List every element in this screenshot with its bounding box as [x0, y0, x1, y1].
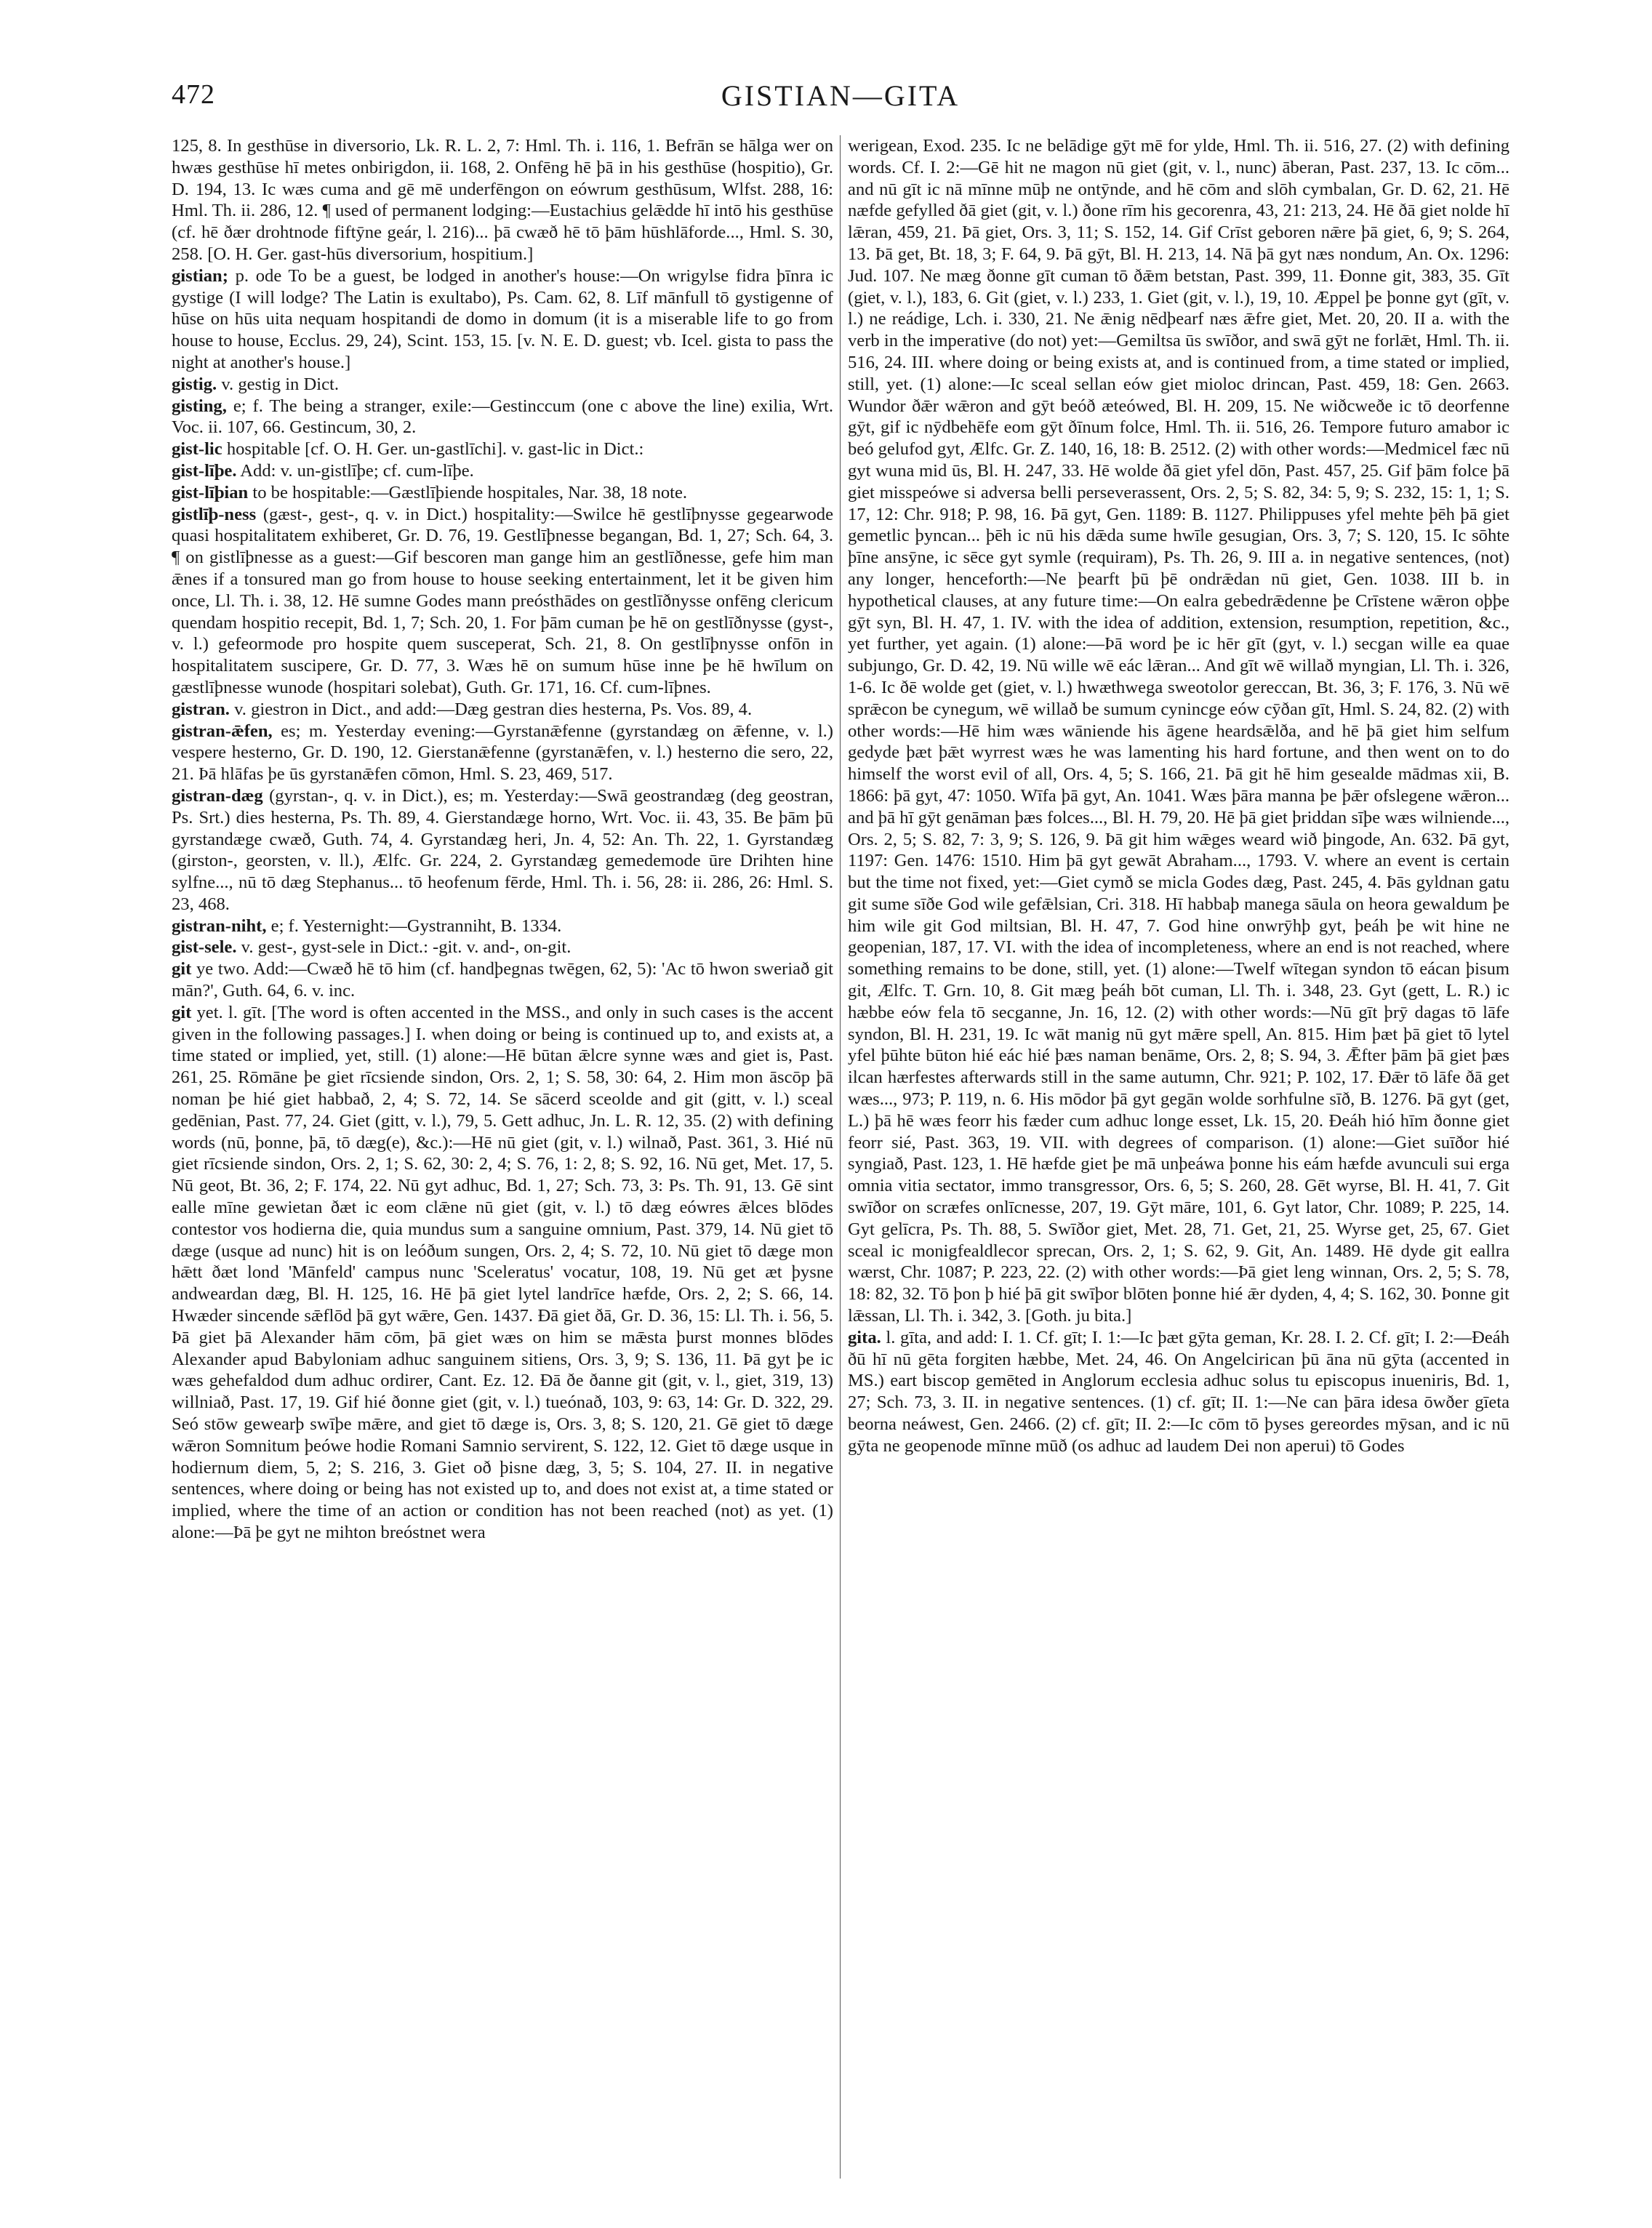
dictionary-entry — [172, 438, 833, 460]
entry-headword: gist-līþe. — [172, 460, 237, 481]
entry-headword: gistran. — [172, 699, 230, 719]
dictionary-entry — [172, 396, 833, 439]
entry-body: (gæst-, gest-, q. v. in Dict.) hospitality:—Swilce hē gestlīþnysse gegearwode quasi hospitalitatem exhiberet, Gr. D. 76, 19. Gestlīþnesse begangan, Bd. 1, 27; Sch. 64, 3. ¶ on gistlīþnesse as a guest:—Gif bescoren man gange him an gestlīðnesse, gefe him man ǣnes if a tonsured man go from house to house seeking entertainment, let it be given him once, Ll. Th. i. 38, 12. Hē sumne Godes mann preósthādes on gestlīðnysse onfēng clericum quendam hospitio recepit, Bd. 1, 7; Sch. 20, 1. For þām cuman þe hē on gestlīðnysse (gyst-, v. l.) gefeormode pro hospite quem susceperat, Sch. 21, 8. On gestlīþnysse onfōn in hospitalitatem suscipere, Gr. D. 77, 3. Wæs hē on sumum hūse inne þe hē hwīlum on gæstlīþnesse wunode (hospitari solebat), Guth. Gr. 171, 16. Cf. cum-līþnes. — [172, 504, 833, 697]
dictionary-entry — [172, 374, 833, 396]
dictionary-entry — [172, 785, 833, 915]
dictionary-entry — [172, 699, 833, 721]
entry-body: l. gīta, and add: I. 1. Cf. gīt; I. 1:—Ic þæt gȳta geman, Kr. 28. I. 2. Cf. gīt; I. 2:—Ðeáh ðū hī nū gēta forgiten hæbbe, Met. 24, 46. On Angelcirican þū āna nū gȳta (accented in MS.) eart biscop gemēted in Anglorum ecclesia adhuc solus tu episcopus inueniris, Bd. 1, 27; Sch. 73, 3. II. in negative sentences. (1) cf. gīt; II. 1:—Ne can þāra idesa ōwðer gīeta beorna neáwest, Gen. 2466. (2) cf. gīt; II. 2:—Ic cōm tō þyses gereordes mȳsan, and ic nū gȳta ne geopenode mīnne mūð (os adhuc ad laudem Dei non aperui) tō Godes — [848, 1327, 1509, 1456]
entry-headword: gita. — [848, 1327, 881, 1347]
page-header — [172, 79, 1509, 119]
dictionary-entry — [172, 1002, 833, 1544]
dictionary-entry — [172, 721, 833, 785]
entry-body: ye two. Add:—Cwæð hē tō him (cf. handþegnas twēgen, 62, 5): 'Ac tō hwon sweriað git mān?', Guth. 64, 6. v. inc. — [172, 959, 833, 1001]
entry-body: v. gest-, gyst-sele in Dict.: -git. v. and-, on-git. — [241, 937, 572, 958]
entry-body: e; f. Yesternight:—Gystranniht, B. 1334. — [270, 915, 562, 936]
entry-body: to be hospitable:—Gæstlīþiende hospitales, Nar. 38, 18 note. — [252, 482, 688, 502]
dictionary-entry — [172, 482, 833, 504]
entry-body: 125, 8. In gesthūse in diversorio, Lk. R. L. 2, 7: Hml. Th. i. 116, 1. Befrān se hālga wer on hwæs gesthūse hī metes onbirigdon, ii. 168, 2. Onfēng hē þā in his gesthūse (hospitio), Gr. D. 194, 13. Ic wæs cuma and gē mē underfēngon on eówrum gesthūsum, Wlfst. 288, 16: Hml. Th. ii. 286, 12. ¶ used of permanent lodging:—Eustachius gelǣdde hī intō his gesthūse (cf. hē ðær drohtnode fiftȳne geár, l. 216)... þā cwæð hē tō þām hūshlāforde..., Hml. S. 30, 258. [O. H. Ger. gast-hūs diversorium, hospitium.] — [172, 136, 833, 264]
entry-headword: gistran-dæg — [172, 785, 263, 806]
dictionary-entry — [172, 460, 833, 482]
dictionary-entry — [172, 915, 833, 937]
entry-body: e; f. The being a stranger, exile:—Gestinccum (one c above the line) exilia, Wrt. Voc. ii. 107, 66. Gestincum, 30, 2. — [172, 396, 833, 438]
entry-headword: git — [172, 959, 192, 979]
dictionary-entry — [172, 504, 833, 699]
entry-body: hospitable [cf. O. H. Ger. un-gastlīchi]. v. gast-lic in Dict.: — [226, 439, 644, 460]
entry-headword: gist-līþian — [172, 482, 249, 502]
entry-body: (gyrstan-, q. v. in Dict.), es; m. Yesterday:—Swā geostrandæg (deg geostran, Ps. Srt.) dies hesterna, Ps. Th. 89, 4. Gierstandæge horno, Wrt. Voc. ii. 43, 35. Be þām þū gyrstandæge cwæð, Guth. 74, 4. Gyrstandæg heri, Jn. 4, 52: An. Th. 22, 1. Gyrstandæg (girston-, georsten, v. ll.), Ælfc. Gr. 224, 2. Gyrstandæg gemedemode ūre Drihten hine sylfne..., nū tō dæg Stephanus... tō heofenum fērde, Hml. Th. i. 56, 28: ii. 286, 26: Hml. S. 23, 468. — [172, 785, 833, 914]
entry-headword: gist-lic — [172, 439, 222, 460]
entry-headword: gistig. — [172, 374, 217, 394]
entry-body: v. gestig in Dict. — [221, 374, 339, 394]
entry-body: es; m. Yesterday evening:—Gyrstanǣfenne (gyrstandæg on ǣfenne, v. l.) vespere hesterno, Gr. D. 190, 12. Gierstanǣfenne (gyrstanǣfen, v. l.) hesterno die sero, 22, 21. Þā hlāfas þe ūs gyrstanǣfen cōmon, Hml. S. 23, 469, 517. — [172, 721, 833, 785]
entry-body: p. ode To be a guest, be lodged in another's house:—On wrigylse fidra þīnra ic gystige (I will lodge? The Latin is exultabo), Ps. Cam. 62, 8. Līf mānfull tō gystigenne of hūse on hūs uita nequam hospitandi de domo in domum (it is a miserable life to go from house to house, Ecclus. 29, 24), Scint. 153, 15. [v. N. E. D. guest; vb. Icel. gista to pass the night at another's house.] — [172, 265, 833, 372]
left-column — [172, 135, 833, 2186]
dictionary-entry — [172, 135, 833, 265]
entry-headword: git — [172, 1002, 192, 1022]
dictionary-entry — [848, 135, 1509, 1327]
text-columns — [172, 135, 1509, 2186]
column-divider — [840, 135, 841, 2179]
entry-headword: gistian; — [172, 265, 228, 286]
dictionary-entry — [172, 265, 833, 374]
right-column — [848, 135, 1509, 2186]
entry-body: werigean, Exod. 235. Ic ne belādige gȳt mē for ylde, Hml. Th. ii. 516, 27. (2) with defining words. Cf. I. 2:—Gē hit ne magon nū giet (git, v. l., nunc) āberan, Past. 237, 13. Ic cōm... and nū gīt ic nā mīnne mūþ ne ontȳnde, and hē cōm and slōh cymbalan, Gr. D. 62, 21. Hē næfde gefylled ðā giet (git, v. l.) ðone rīm his gecorenra, 43, 21: 213, 24. Hē ðā giet nolde hī lǣran, 459, 21. Þā giet, Ors. 3, 11; S. 152, 14. Gif Crīst geboren nǣre þā giet, 6, 9; S. 264, 13. Þā get, Bt. 18, 3; F. 64, 9. Þā gȳt, Bl. H. 213, 14. Nā þā gyt næs nondum, An. Ox. 1296: Jud. 107. Ne mæg ðonne gīt cuman tō ðǣm betstan, Past. 399, 11. Ðonne git, 383, 35. Gīt (giet, v. l.), 183, 6. Git (giet, v. l.) 233, 1. Giet (git, v. l.), 19, 10. Æppel þe þonne gyt (gīt, v. l.) ne reádige, Lch. i. 330, 21. Ne ǣnig nēdþearf næs ǣfre giet, Met. 20, 20. II a. with the verb in the imperative (do not) yet:—Gemiltsa ūs swīðor, and swā gȳt ne forlǣt, Hml. Th. ii. 516, 24. III. where doing or being exists at, and is continued from, a time stated or implied, still, yet. (1) alone:—Ic sceal sellan eów giet mioloc drincan, Past. 459, 18: Gen. 2663. Wundor ðǣr wǣron and gȳt beóð æteówed, Bl. H. 209, 15. Ne wiðcweðe ic tō deorfenne gȳt, gif ic nȳdbehēfe eom gȳt ðīnum folce, Hml. Th. ii. 516, 26. Tempore futuro amabor ic beó gelufod gyt, Ælfc. Gr. Z. 140, 16, 18: B. 2512. (2) with other words:—Medmicel fæc nū gyt wuna mid ūs, Bl. H. 247, 33. Hē wolde ðā giet yfel dōn, Past. 457, 25. Gif þām folce þā giet misspeówe si adversa belli perseverassent, Ors. 2, 5; S. 82, 34: 5, 9; S. 232, 15: 1, 1; S. 17, 12: Chr. 918; P. 98, 16. Þā gyt, Gen. 1189: B. 1127. Philippuses yfel mehte þēh þā giet gemetlic þyncan... þēh ic nū his dǣda sume hwīle gesugian, Ors. 3, 7; S. 120, 15. Ic sōhte þīne ansȳne, ic sēce gyt symle (requiram), Ps. Th. 26, 9. III a. in negative sentences, (not) any longer, henceforth:—Ne þearft þū þē ondrǣdan nū giet, Gen. 1038. III b. in hypothetical clauses, at any future time:—On ealra gebedrǣdenne þe Crīstene wǣron oþþe gȳt syn, Bl. H. 47, 1. IV. with the idea of addition, extension, resumption, repetition, &c., yet further, yet again. (1) alone:—Þā word þe ic hēr gīt (gyt, v. l.) secgan wille ea quae subjungo, Gr. D. 42, 19. Nū wille wē eác lǣran... And gīt wē willað myngian, Ll. Th. i. 326, 1-6. Ic ðē wolde get (giet, v. l.) hwæthwega sweotolor gereccan, Bt. 36, 3; F. 176, 3. Nū wē sprǣcon be cynegum, wē willað be sumum cynincge eów cȳðan gīt, Hml. S. 24, 82. (2) with other words:—Hē him wæs wāniende his āgene heardsǣlða, and hē þā giet him selfum gedyde þæt þǣt wyrrest wæs he was lamenting his hard fortune, and then went on to do himself the worst evil of all, Ors. 4, 5; S. 166, 21. Þā git hē him gesealde mādmas xii, B. 1866: þā gyt, 47: 1050. Wīfa þā gyt, An. 1041. Wæs þāra manna þe þǣr ofslegene wǣron... and þā hī gȳt genāman þæs folces..., Bl. H. 79, 20. Hē þā giet þriddan sīþe wæs wilniende..., Ors. 2, 5; S. 82, 7: 3, 9; S. 126, 9. Þā git him wǣges weard wið þingode, An. 632. Þā gyt, 1197: Gen. 1476: 1510. Him þā gyt gewāt Abraham..., 1793. V. where an event is certain but the time not fixed, yet:—Giet cymð se micla Godes dæg, Past. 245, 4. Þās gyldnan gatu git sume sīðe God wile gefǣlsian, Cri. 318. Hī habbaþ manega sāula on heora gewaldum þe him wile git God miltsian, Bl. H. 47, 7. God hine onwrȳhþ gyt, þeáh þe wit hine ne geopenian, 187, 17. VI. with the idea of incompleteness, where an end is not reached, where something remains to be done, still, yet. (1) alone:—Twelf wītegan syndon tō eácan þisum git, Ælfc. T. Grn. 10, 8. Git mæg þeáh bōt cuman, Ll. Th. i. 348, 23. Gyt (gett, L. R.) ic hæbbe eów fela tō secganne, Jn. 16, 12. (2) with other words:—Nū gīt þrȳ dagas tō lāfe syndon, Bl. H. 231, 19. Ic wāt manig nū gyt mǣre spell, An. 815. Him þæt þā giet tō lytel yfel þūhte būton hié eác hié þæs naman benāme, Ors. 2, 8; S. 94, 3. Ǣfter þām þā giet þæs ilcan hærfestes afterwards still in the same autumn, Chr. 921; P. 102, 17. Ðǣr tō lāfe ðā get wæs..., 973; P. 119, n. 6. His mōdor þā gyt gegān wolde sorhfulne sīð, B. 1276. Þā gyt (get, L.) þā hē wæs feorr his fæder cum adhuc longe esset, Lk. 15, 20. Ðeáh hió hīm ðonne giet feorr sié, Past. 363, 19. VII. with degrees of comparison. (1) alone:—Giet suīðor hié syngiað, Past. 123, 1. Hē hæfde giet þe mā unþeáwa þonne his eám hæfde avunculi sui erga omnia vitia sectator, immo transgressor, Ors. 6, 5; S. 260, 28. Gēt wyrse, Bl. H. 41, 7. Git swīðor on scræfes onlīcnesse, 207, 19. Gȳt māre, 101, 6. Gyt lator, Chr. 1089; P. 225, 14. Gyt gelīcra, Ps. Th. 88, 5. Swīðor giet, Met. 28, 71. Get, 21, 25. Wyrse get, 25, 67. Giet sceal ic monigfealdlecor sprecan, Ors. 2, 1; S. 62, 9. Git, An. 1489. Hē dyde git eallra wærst, Chr. 1087; P. 223, 22. (2) with other words:—Þā giet leng winnan, Ors. 2, 5; S. 78, 18: 82, 32. Tō þon þ hié þā git swīþor blōten þonne hié ǣr dyden, 4, 4; S. 162, 30. Þonne git lǣssan, Ll. Th. i. 342, 3. [Goth. ju bita.] — [848, 136, 1509, 1326]
entry-headword: gistran-ǣfen, — [172, 721, 273, 741]
page-number: 472 — [172, 79, 215, 110]
entry-headword: gisting, — [172, 396, 227, 416]
entry-headword: gistlīþ-ness — [172, 504, 257, 524]
entry-body: v. giestron in Dict., and add:—Dæg gestran dies hesterna, Ps. Vos. 89, 4. — [234, 699, 753, 719]
dictionary-entry — [848, 1327, 1509, 1457]
entry-headword: gist-sele. — [172, 937, 237, 958]
running-head: GISTIAN—GITA — [721, 79, 961, 112]
entry-body: Add: v. un-gistlīþe; cf. cum-līþe. — [240, 460, 474, 481]
dictionary-entry — [172, 958, 833, 1002]
dictionary-entry — [172, 937, 833, 958]
entry-body: yet. l. gīt. [The word is often accented in the MSS., and only in such cases is the accent given in the following passages.] I. when doing or being is continued up to, and exists at, a time stated or implied, yet, still. (1) alone:—Hē būtan ǣlcre synne wæs and giet is, Past. 261, 25. Rōmāne þe giet rīcsiende sindon, Ors. 2, 1; S. 58, 30: 64, 2. Him mon āscōp þā noman þe hié giet habbað, 2, 4; S. 72, 14. Se sācerd sceolde and git (gitt, v. l.) sceal gedēnian, Past. 77, 24. Giet (gitt, v. l.), 79, 5. Gett adhuc, Jn. L. R. 12, 35. (2) with defining words (nū, þonne, þā, tō dæg(e), &c.):—Hē nū giet (git, v. l.) wilnað, Past. 361, 3. Hié nū giet rīcsiende sindon, Ors. 2, 1; S. 62, 30: 2, 4; S. 76, 1: 2, 8; S. 92, 16. Nū get, Met. 17, 5. Nū geot, Bt. 36, 2; F. 174, 22. Nū gyt adhuc, Bd. 1, 27; Sch. 73, 3: Ps. Th. 91, 13. Gē sint ealle mīne gewietan ðæt ic eom clǣne nū giet (git, v. l.) tō dæg eówres ǣlces blōdes contestor vos hodierna die, quia mundus sum a sanguine omnium, Past. 379, 14. Nū giet tō dæge (usque ad nunc) hit is on leóðum sungen, Ors. 2, 4; S. 72, 10. Nū giet tō dæge mon hǣtt ðæt lond 'Mānfeld' campus nunc 'Sceleratus' vocatur, 108, 19. Nū get æt þysne andweardan dæg, Bl. H. 125, 16. Hē þā giet lytel landrīce hæfde, Ors. 2, 2; S. 66, 14. Hwæder sincende sǣflōd þā gyt wǣre, Gen. 1437. Ðā giet ðā, Gr. D. 36, 15: Ll. Th. i. 56, 5. Þā giet þā Alexander hām cōm, þā giet wæs on him se mǣsta þurst monnes blōdes Alexander apud Babyloniam adhuc sanguinem sitiens, Ors. 3, 9; S. 136, 11. Þā gyt þe ic wæs gehefaldod dum adhuc ordirer, Cant. Ez. 12. Ðā ðe ðanne git (git, v. l., giet, 319, 13) willniað, Past. 17, 19. Gif hié ðonne giet (git, v. l.) tueónað, 103, 9: 63, 14: Gr. D. 322, 29. Seó stōw gewearþ swīþe mǣre, and giet tō dæge is, Ors. 3, 8; S. 120, 21. Gē giet tō dæge wǣron Somnitum þeówe hodie Romani Samnio servirent, S. 122, 12. Giet tō dæge usque in hodiernum diem, 5, 2; S. 216, 3. Giet oð þisne dæg, 3, 5; S. 104, 27. II. in negative sentences, where doing or being has not existed up to, and does not exist at, a time stated or implied, where the time of an action or condition has not been reached (not) as yet. (1) alone:—Þā þe gyt ne mihton breóstnet wera — [172, 1002, 833, 1542]
entry-headword: gistran-niht, — [172, 915, 267, 936]
